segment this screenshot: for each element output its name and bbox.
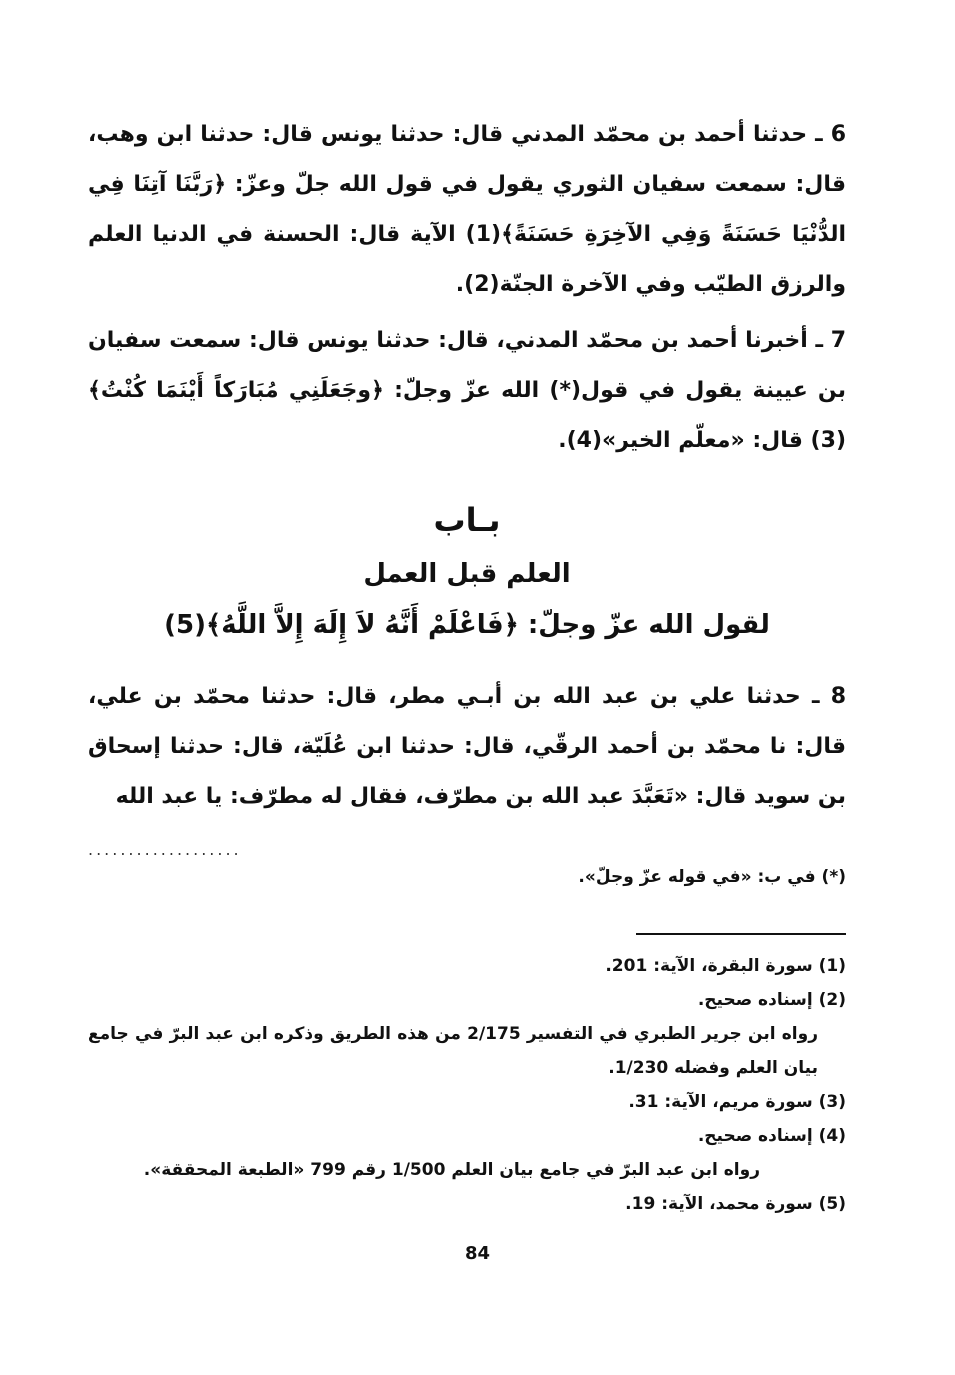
footnote-4-detail: رواه ابن عبد البرّ في جامع بيان العلم 1/500 رقم 799 «الطبعة المحققة». <box>143 1160 760 1180</box>
footnote-4: (4) إسناده صحيح. <box>697 1126 846 1146</box>
variant-separator-dots: ................... <box>88 840 242 859</box>
footnote-2: (2) إسناده صحيح. <box>697 990 846 1010</box>
page-body <box>88 110 846 1221</box>
page-number: 84 <box>464 1243 491 1264</box>
footnote-3: (3) سورة مريم، الآية: 31. <box>628 1092 846 1112</box>
chapter-verse-line: لقول الله عزّ وجلّ: ﴿فَاعْلَمْ أَنَّهُ لاَ إِلَهَ إِلاَّ اللَّهُ﴾(5) <box>164 610 770 640</box>
chapter-title: بـاب <box>433 501 501 539</box>
chapter-subtitle: العلم قبل العمل <box>363 559 571 589</box>
variant-note: (*) في ب: «في قوله عزّ وجلّ». <box>578 867 846 887</box>
footnote-divider <box>636 933 846 935</box>
hadith-paragraph-6: 6 ـ حدثنا أحمد بن محمّد المدني قال: حدثنا يونس قال: حدثنا ابن وهب، قال: سمعت سفيان الثوري يقول في قول الله جلّ وعزّ: ﴿رَبَّنَا آتِنَا فِي الدُّنْيَا حَسَنَةً وَفِي الآخِرَةِ حَسَنَةً﴾(1) الآية قال: الحسنة في الدنيا العلم والرزق الطيّب وفي الآخرة الجنّة(2). <box>88 122 846 297</box>
footnote-5: (5) سورة محمد، الآية: 19. <box>625 1194 846 1214</box>
footnote-2-detail: رواه ابن جرير الطبري في التفسير 2/175 من هذه الطريق وذكره ابن عبد البرّ في جامع بيان العلم وفضله 1/230. <box>88 1024 818 1078</box>
chapter-heading <box>88 490 846 652</box>
footnote-1: (1) سورة البقرة، الآية: 201. <box>605 956 846 976</box>
hadith-paragraph-8: 8 ـ حدثنا علي بن عبد الله بن أبـي مطر، قال: حدثنا محمّد بن علي، قال: نا محمّد بن أحمد الرقّي، قال: حدثنا ابن عُلَيّة، قال: حدثنا إسحاق بن سويد قال: «تَعَبَّدَ عبد الله بن مطرّف، فقال له مطرّف: يا عبد الله <box>88 684 846 809</box>
hadith-paragraph-7: 7 ـ أخبرنا أحمد بن محمّد المدني، قال: حدثنا يونس قال: سمعت سفيان بن عيينة يقول في قول(*) الله عزّ وجلّ: ﴿وجَعَلَنِي مُبَارَكاً أَيْنَمَا كُنْتُ﴾(3) قال: «معلّم الخير»(4). <box>88 328 846 453</box>
footnotes-list <box>88 949 846 1221</box>
